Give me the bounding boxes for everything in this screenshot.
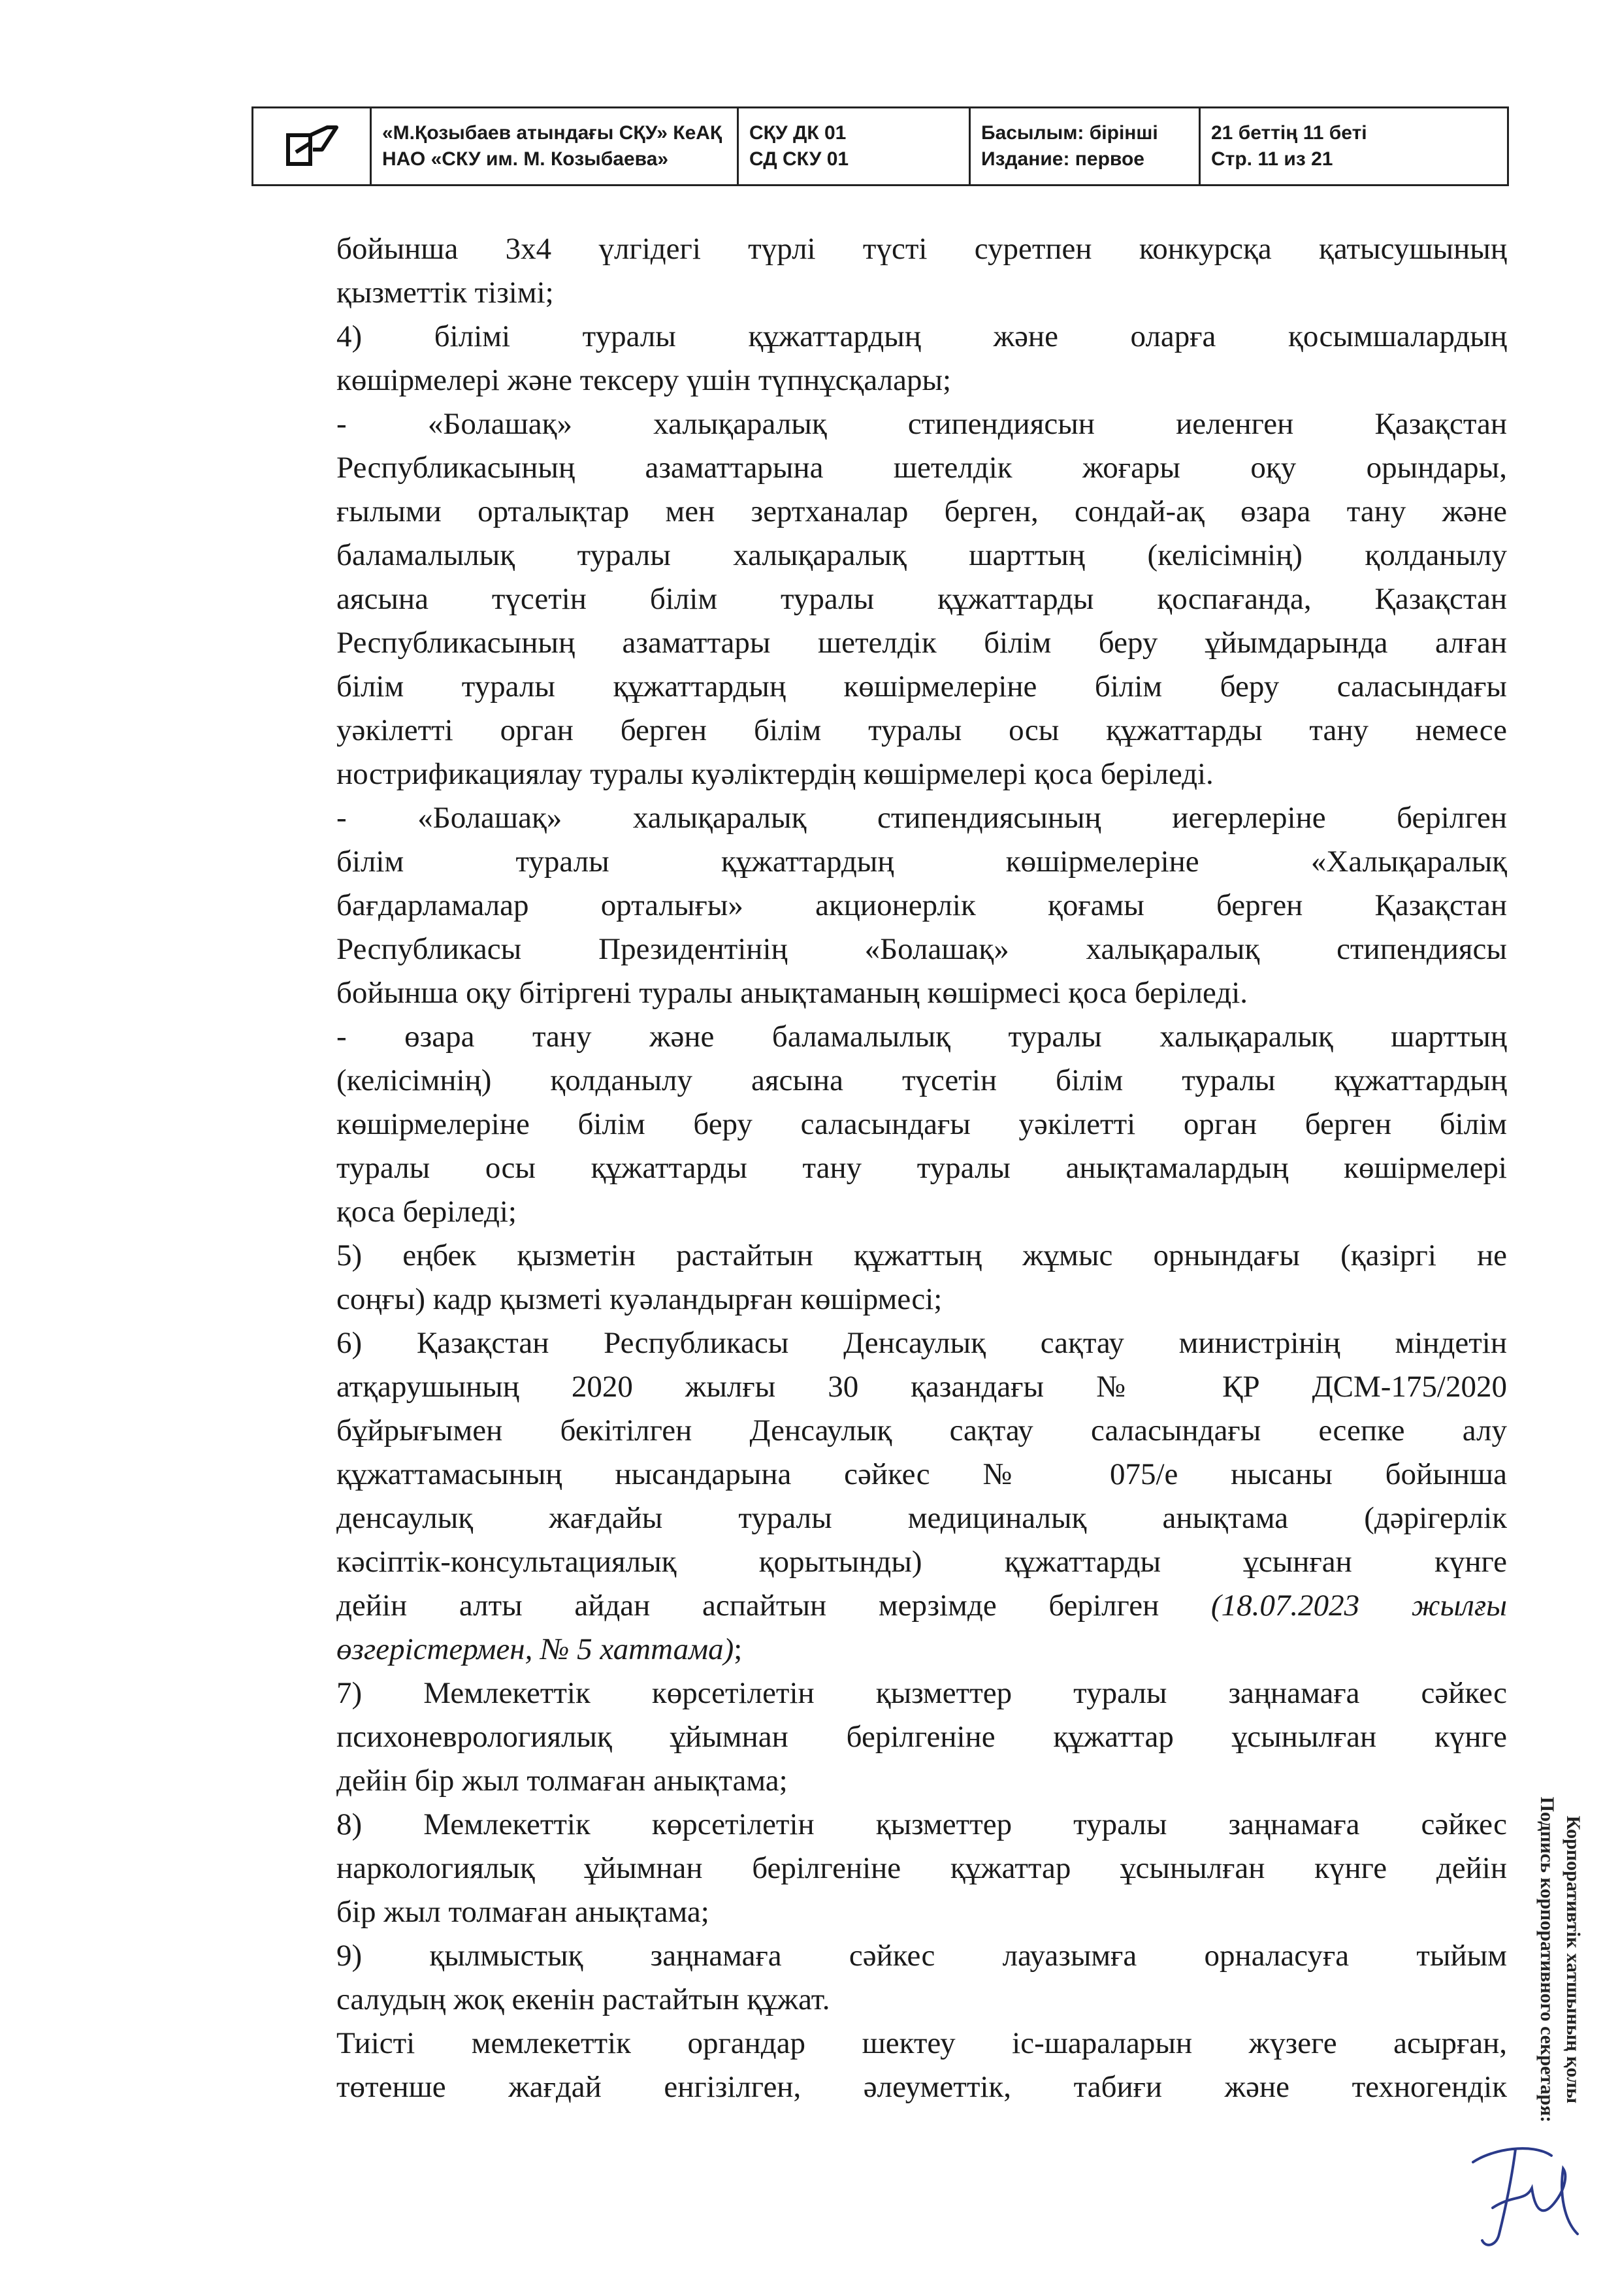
body-line: құжаттамасының нысандарына сәйкес № 075/е нысаны бойынша — [336, 1457, 1507, 1491]
body-line: - өзара тану және баламалылық туралы халықаралық шарттың — [336, 1020, 1507, 1054]
edition-kz: Басылым: бірінші — [981, 122, 1158, 144]
body-line: нострификациялау туралы куәліктердің көшірмелері қоса беріледі. — [336, 757, 1214, 791]
logo-cell — [253, 108, 370, 184]
body-text-block-2 — [336, 1672, 1507, 2109]
line-end-punct: ; — [734, 1632, 743, 1666]
body-line: - «Болашақ» халықаралық стипендиясының иегерлеріне берілген — [336, 801, 1507, 835]
body-line: баламалылық туралы халықаралық шарттың (келісімнің) қолданылу — [336, 538, 1507, 572]
body-line: - «Болашақ» халықаралық стипендиясын иеленген Қазақстан — [336, 407, 1507, 441]
secretary-label-kz: Корпоративтік хатшының қолы — [1563, 1815, 1584, 2104]
edition-cell — [969, 108, 1199, 184]
body-line: дейін бір жыл толмаған анықтама; — [336, 1764, 788, 1798]
body-line: бойынша 3х4 үлгідегі түрлі түсті суретпен конкурсқа қатысушының — [336, 232, 1507, 266]
document-header — [251, 106, 1509, 186]
body-line: аясына түсетін білім туралы құжаттарды қоспағанда, Қазақстан — [336, 582, 1507, 616]
body-line: 5) еңбек қызметін растайтын құжаттың жұмыс орнындағы (қазіргі не — [336, 1238, 1507, 1272]
doc-code-ru: СД СКУ 01 — [749, 148, 849, 170]
body-line: бір жыл толмаған анықтама; — [336, 1895, 709, 1929]
page-number-ru: Стр. 11 из 21 — [1211, 148, 1333, 170]
body-line: туралы осы құжаттарды тану туралы анықтамалардың көшірмелері — [336, 1151, 1507, 1185]
body-line: психоневрологиялық ұйымнан берілгеніне құжаттар ұсынылған күнге — [336, 1720, 1507, 1754]
body-text-block-1 — [336, 227, 1507, 1584]
edition-ru: Издание: первое — [981, 148, 1144, 170]
body-line: төтенше жағдай енгізілген, әлеуметтік, табиғи және техногендік — [336, 2070, 1507, 2104]
body-line: бұйрығымен бекітілген Денсаулық сақтау саласындағы есепке алу — [336, 1414, 1507, 1447]
body-line: бойынша оқу бітіргені туралы анықтаманың көшірмесі қоса беріледі. — [336, 976, 1248, 1010]
body-line: салудың жоқ екенін растайтын құжат. — [336, 1982, 830, 2016]
document-code-cell — [737, 108, 969, 184]
body-line-italic-end — [336, 1628, 1507, 1672]
body-line: 4) білімі туралы құжаттардың және оларға қосымшалардың — [336, 319, 1507, 353]
body-line: Тиісті мемлекеттік органдар шектеу іс-шараларын жүзеге асырған, — [336, 2026, 1507, 2060]
org-name-ru: НАО «СКУ им. М. Козыбаева» — [382, 148, 669, 170]
doc-code-kz: СҚУ ДК 01 — [749, 122, 847, 144]
handwritten-signature — [1453, 2136, 1591, 2260]
body-line: (келісімнің) қолданылу аясына түсетін білім туралы құжаттардың — [336, 1063, 1507, 1097]
body-line: Республикасының азаматтарына шетелдік жоғары оқу орындары, — [336, 451, 1507, 485]
amendment-note-end: өзгерістермен, № 5 хаттама) — [336, 1632, 734, 1666]
organization-cell — [370, 108, 737, 184]
corporate-secretary-note — [1514, 1777, 1593, 2142]
secretary-label-ru: Подпись корпоративного секретаря: — [1536, 1796, 1558, 2123]
body-line: көшірмелері және тексеру үшін түпнұсқалары; — [336, 363, 952, 397]
body-line: уәкілетті орган берген білім туралы осы құжаттарды тану немесе — [336, 713, 1507, 747]
page-number-kz: 21 беттің 11 беті — [1211, 122, 1367, 144]
line-text: дейін алты айдан аспайтын мерзімде берілген — [336, 1589, 1159, 1623]
body-line: 6) Қазақстан Республикасы Денсаулық сақтау министрінің міндетін — [336, 1326, 1507, 1360]
body-line: атқарушының 2020 жылғы 30 қазандағы № ҚР ДСМ-175/2020 — [336, 1370, 1507, 1404]
body-line: бағдарламалар орталығы» акционерлік қоғамы берген Қазақстан — [336, 888, 1507, 922]
body-line: кәсіптік-консультациялық қорытынды) құжаттарды ұсынған күнге — [336, 1545, 1507, 1579]
body-line: денсаулық жағдайы туралы медициналық анықтама (дәрігерлік — [336, 1501, 1507, 1535]
body-line: соңғы) кадр қызметі куәландырған көшірмесі; — [336, 1282, 943, 1316]
body-line: білім туралы құжаттардың көшірмелеріне «Халықаралық — [336, 845, 1507, 879]
body-line: 7) Мемлекеттік көрсетілетін қызметтер туралы заңнамаға сәйкес — [336, 1676, 1507, 1710]
body-line: көшірмелеріне білім беру саласындағы уәкілетті орган берген білім — [336, 1107, 1507, 1141]
body-line: қоса беріледі; — [336, 1195, 517, 1229]
university-logo-icon — [284, 123, 339, 169]
body-line: 8) Мемлекеттік көрсетілетін қызметтер туралы заңнамаға сәйкес — [336, 1807, 1507, 1841]
secretary-signature-label — [1534, 1777, 1586, 2142]
body-line: Республикасы Президентінің «Болашақ» халықаралық стипендиясы — [336, 932, 1507, 966]
body-line: наркологиялық ұйымнан берілгеніне құжаттар ұсынылған күнге дейін — [336, 1851, 1507, 1885]
body-line: Республикасының азаматтары шетелдік білім беру ұйымдарында алған — [336, 626, 1507, 660]
amendment-note-start: (18.07.2023 жылғы — [1159, 1589, 1507, 1623]
page-number-cell — [1199, 108, 1507, 184]
body-line: білім туралы құжаттардың көшірмелеріне білім беру саласындағы — [336, 670, 1507, 703]
org-name-kz: «М.Қозыбаев атындағы СҚУ» КеАҚ — [382, 122, 722, 144]
body-line-italic-start — [336, 1584, 1507, 1628]
body-line: ғылыми орталықтар мен зертханалар берген, сондай-ақ өзара тану және — [336, 494, 1507, 528]
body-line: қызметтік тізімі; — [336, 276, 554, 310]
body-line: 9) қылмыстық заңнамаға сәйкес лауазымға орналасуға тыйым — [336, 1939, 1507, 1973]
document-body — [336, 227, 1507, 2109]
